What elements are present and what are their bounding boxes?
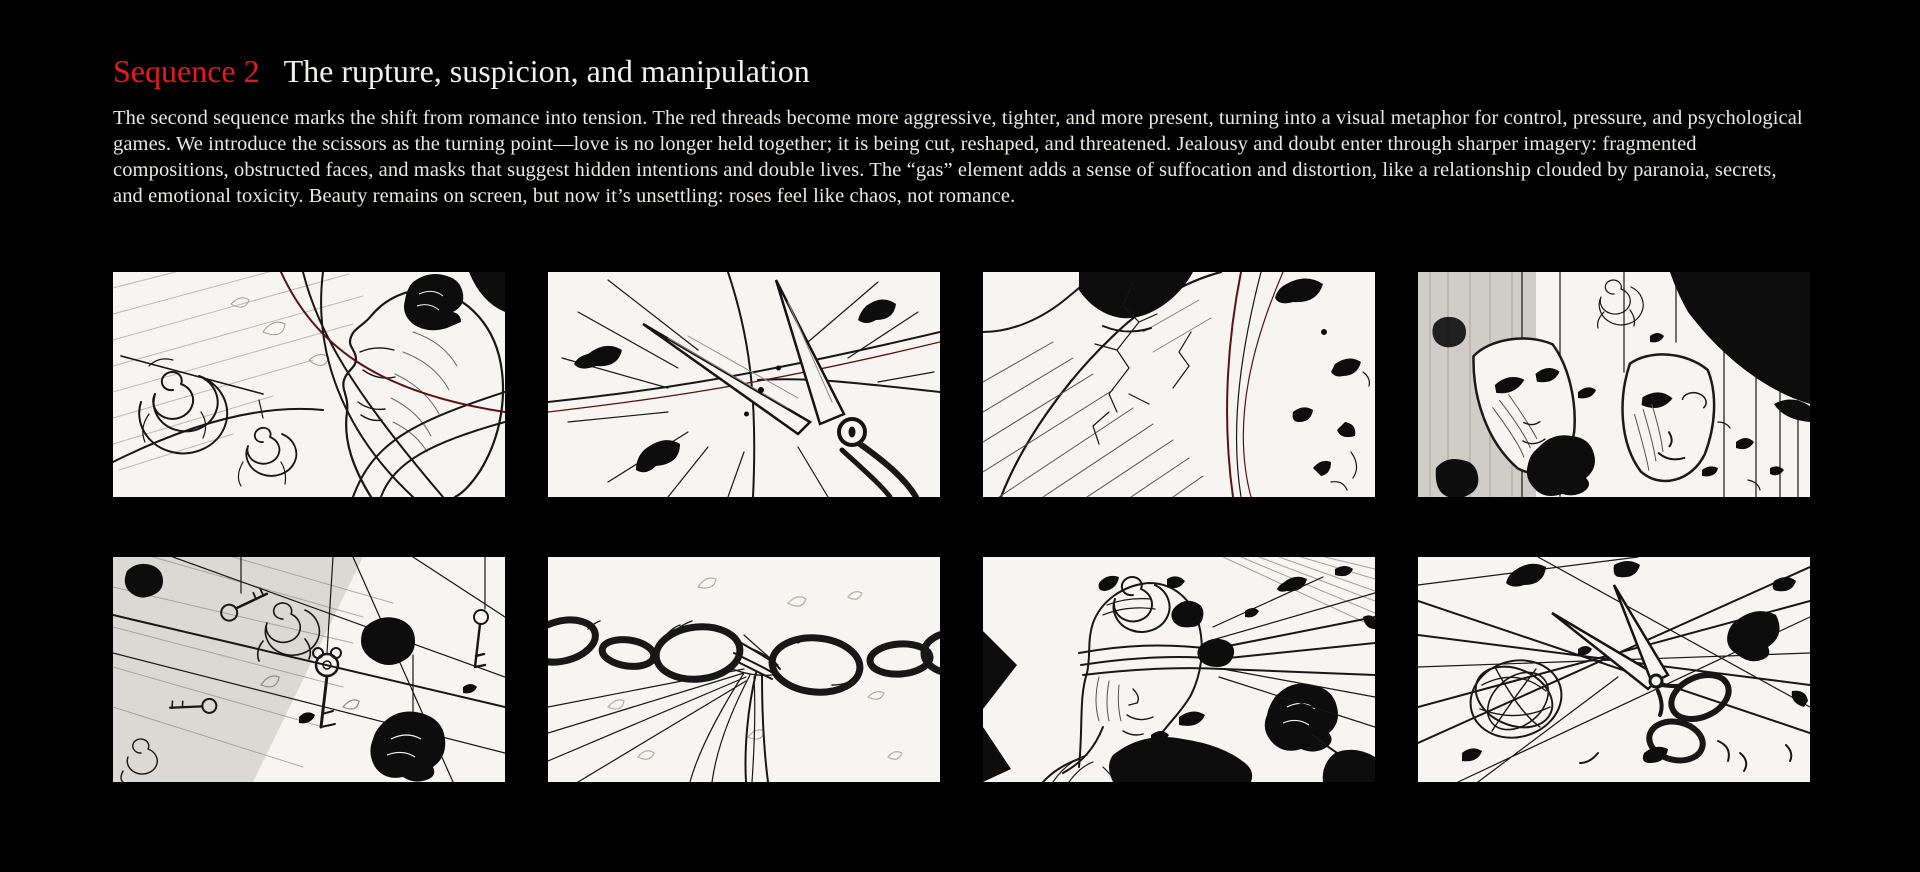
keys-roses-threads-illustration [113, 557, 505, 782]
scissors-cutting-threads-illustration [548, 272, 940, 497]
storyboard-panel-5 [113, 557, 505, 782]
sequence-header [113, 52, 810, 90]
storyboard-panel-8 [1418, 557, 1810, 782]
storyboard-panel-6 [548, 557, 940, 782]
storyboard-grid [113, 272, 1810, 782]
cracked-face-petals-illustration [983, 272, 1375, 497]
scissors-thread-tangle-illustration [1418, 557, 1810, 782]
breaking-chain-illustration [548, 557, 940, 782]
storyboard-panel-3 [983, 272, 1375, 497]
storyboard-panel-2 [548, 272, 940, 497]
storyboard-panel-4 [1418, 272, 1810, 497]
hanging-masks-roses-illustration [1418, 272, 1810, 497]
blindfolded-statue-roses-illustration [983, 557, 1375, 782]
face-threads-roses-illustration [113, 272, 505, 497]
storyboard-panel-7 [983, 557, 1375, 782]
sequence-description: The second sequence marks the shift from romance into tension. The red threads become more aggressive, tighter, and more present, turning into a visual metaphor for control, pressure, and psychological games. We introduce the scissors as the turning point—love is no longer held together; it is being cut, reshaped, and threatened. Jealousy and doubt enter through sharper imagery: fragmented compositions, obstructed faces, and masks that suggest hidden intentions and double lives. The “gas” element adds a sense of suffocation and distortion, like a relationship clouded by paranoia, secrets, and emotional toxicity. Beauty remains on screen, but now it’s unsettling: roses feel like chaos, not romance. [113, 107, 1803, 207]
storyboard-panel-1 [113, 272, 505, 497]
sequence-label: Sequence 2 [113, 53, 260, 89]
page-title: The rupture, suspicion, and manipulation [283, 53, 810, 89]
